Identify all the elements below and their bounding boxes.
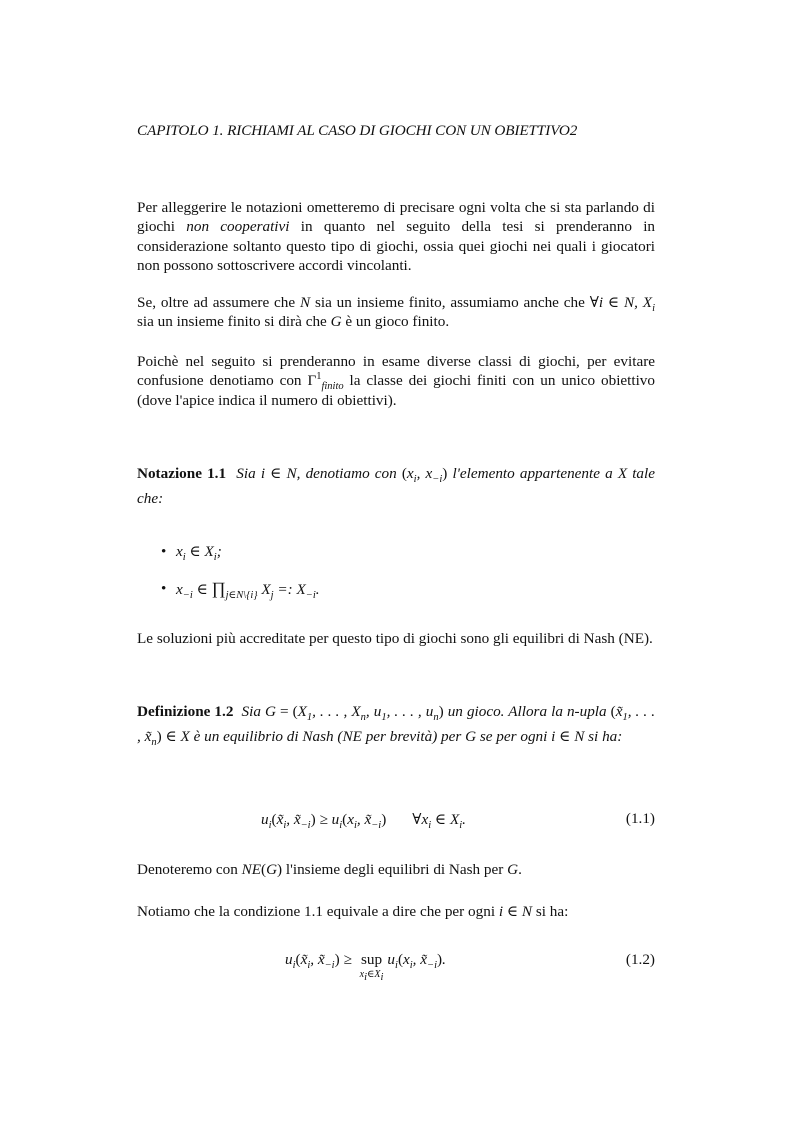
bullet-icon: •: [161, 543, 167, 560]
definition-text: -upla: [574, 703, 611, 720]
definition-text: è un equilibrio di Nash (NE per brevità) per: [189, 727, 466, 745]
notation-1-1: Notazione 1.1 Sia i ∈ N, denotiamo con ($x_i$, $x_{-i}$) l'elemento appartenente a X tale che:: [137, 465, 655, 507]
definition-label: Definizione 1.2: [137, 703, 234, 720]
equation-number: (1.1): [625, 810, 655, 827]
paragraph-ne-set: [137, 860, 655, 879]
math-NE-G: NE(G): [241, 861, 283, 878]
equation-1-2: [137, 951, 655, 985]
paragraph-text: .: [518, 861, 522, 878]
paragraph-text: Per alleggerire le notazioni ometteremo di precisare ogni volta che si sta parlando di giochi: [137, 199, 655, 236]
math-G: G: [465, 727, 477, 745]
list-item: • $x_{-i}$ ∈ $\prod_{j\in N\backslash\{i\}}$ $X_j$ =: $X_{-i}$.: [161, 579, 320, 602]
math-forall-i: ∀i ∈ N, $X_i$: [589, 294, 655, 315]
definition-text: Sia: [241, 703, 265, 720]
list-item: • $x_i$ ∈ $X_i$;: [137, 540, 655, 577]
math-n: n: [566, 703, 575, 720]
math-i-in-N: i ∈ N: [498, 903, 533, 920]
math-G-tuple: $G = (X_1$, . . . , $X_n$, $u_1$, . . . , $u_n$): [264, 703, 444, 724]
notation-text: tale che:: [137, 465, 655, 507]
equation-number: (1.2): [625, 951, 655, 968]
paragraph-text: è un gioco finito.: [341, 313, 450, 331]
paragraph-text: Denoteremo con: [137, 861, 242, 878]
equation-1-1: [137, 810, 655, 832]
running-header: CAPITOLO 1. RICHIAMI AL CASO DI GIOCHI CON UN OBIETTIVO2: [137, 122, 578, 139]
paragraph-text: Se, oltre ad assumere che: [137, 294, 300, 311]
notation-label: Notazione 1.1: [137, 465, 227, 482]
paragraph-game-classes: [137, 352, 655, 410]
equation-formula: $u_i(x̃_i$, $x̃_{-i}$) ≥ sup $x_i\in X_i$ $u_i(x_i$, $x̃_{-i}$).: [285, 951, 446, 983]
definition-1-2: [137, 700, 655, 749]
definition-text: se per ogni: [476, 727, 552, 745]
equation-formula: $u_i(x̃_i$, $x̃_{-i}) \ge u_i(x_i$, $x̃_{-i}$) $\forall x_i$ ∈ $X_i$.: [261, 811, 466, 832]
paragraph-notation-conventions: [137, 198, 655, 276]
math-N: N: [299, 294, 311, 311]
math-i-in-N: i ∈ N: [260, 465, 297, 482]
paragraph-text: la classe dei giochi finiti con un unico obiettivo (dove l'apice indica il numero di obiettivi).: [137, 372, 655, 409]
paragraph-condition-equivalence: [137, 902, 655, 921]
paragraph-finite-game: [137, 293, 655, 332]
emphasis-text: non cooperativi: [186, 218, 290, 236]
math-i-in-N: i ∈ N: [551, 727, 585, 745]
definition-text: si ha:: [584, 727, 623, 745]
math-G: G: [330, 313, 342, 331]
notation-text: l'elemento appartenente a: [447, 465, 618, 482]
paragraph-text: l'insieme degli equilibri di Nash per: [282, 861, 508, 878]
definition-text: un gioco. Allora la: [443, 703, 567, 720]
paragraph-text: sia un insieme finito, assumiamo anche che: [310, 294, 590, 311]
sup-operator: sup $x_i\in X_i$: [359, 951, 384, 983]
bullet-icon: •: [161, 580, 167, 597]
math-X: X: [617, 465, 628, 482]
notation-text: Sia: [236, 465, 261, 482]
paragraph-text: sia un insieme finito si dirà che: [137, 313, 331, 331]
paragraph-text: si ha:: [532, 903, 569, 920]
paragraph-text: in quanto nel seguito della tesi si prenderanno in considerazione soltanto questo tipo di giochi, ossia quei giochi nei quali i giocatori non possono sottoscrivere accordi vincolanti.: [137, 218, 656, 275]
math-x-tilde-tuple: ($x̃_1$, . . . , $x̃_n$) ∈ X: [137, 703, 656, 748]
math-G: G: [507, 861, 519, 878]
notation-text: , denotiamo con: [296, 465, 402, 482]
paragraph-text: Notiamo che la condizione 1.1 equivale a dire che per ogni: [137, 903, 499, 920]
math-gamma-finito: $\Gamma^1_{finito}$: [307, 371, 344, 393]
notation-item-list: [137, 540, 655, 614]
paragraph-text: Poichè nel seguito si prenderanno in esame diverse classi di giochi, per evitare confusione denotiamo con: [137, 353, 655, 390]
math-xi-x-minus-i: $x_i$, $x_{-i}$: [406, 465, 443, 486]
paragraph-nash-solutions: Le soluzioni più accreditate per questo tipo di giochi sono gli equilibri di Nash (NE).: [137, 630, 653, 647]
